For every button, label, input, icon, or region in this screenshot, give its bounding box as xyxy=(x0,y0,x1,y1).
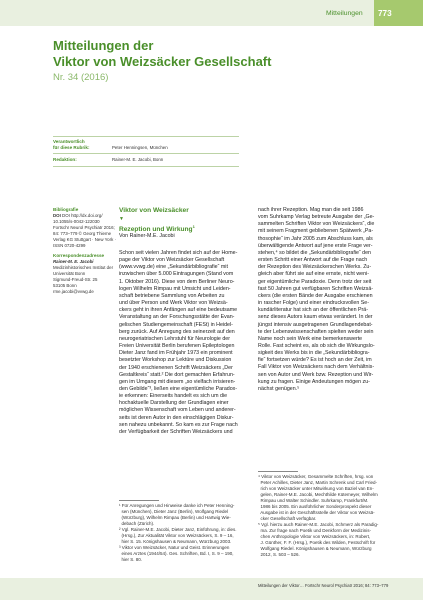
footnote-line: ² Vgl. Rainer-M.E. Jacobi, Dieter Janz, Einführung, in: dies. xyxy=(119,527,237,532)
footnote-line: ⁵ Vgl. hierzu auch Rainer-M.E. Jacobi, Schmerz als Paradig- xyxy=(258,522,379,527)
body-text-line: Fall Viktor von Weizsäckers nach dem Verhältnis- xyxy=(258,364,375,371)
footnote-line: hier S. 80. xyxy=(119,557,143,562)
korrespondenz-email: rme.jacobi@vvwg.de xyxy=(53,289,94,294)
footnote-line: ⁴ Viktor von Weizsäcker, Gesammelte Schriften, hrsg. von xyxy=(258,474,374,479)
body-text-line: Veranstaltung an der Forschungsstätte der Evan- xyxy=(119,314,235,321)
body-text-line: sen von Autor und Werk bzw. Rezeption und Wir- xyxy=(258,371,374,378)
header-section-label: Mitteilungen xyxy=(326,10,363,17)
body-text-line: nächst genügen.⁵ xyxy=(258,385,300,392)
bibliografie-line: 84: 773–779 © Georg Thieme xyxy=(53,231,112,236)
redaktion-value: Rainer-M. E. Jacobi, Bonn xyxy=(112,157,164,162)
body-text-line: hochaktuelle Darstellung der Grundlagen einer xyxy=(119,400,229,407)
body-text-line: kung zu fragen. Einige Andeutungen mögen zu- xyxy=(258,378,370,385)
body-text-line: Schon seit vielen Jahren findet sich auf der Home- xyxy=(119,250,238,256)
meta-top-rule xyxy=(53,136,239,137)
meta-mid-rule xyxy=(53,153,239,154)
body-text-line: ckers (die ersten Bände der Ausgabe erschienen xyxy=(258,292,373,299)
body-text-line: der 1940 erschienenen Schrift Weizsäckers „Der xyxy=(119,364,233,371)
body-text-line: Gestaltkreis“ statt.² Die dort gemachten Erfahrun- xyxy=(119,371,235,378)
bibliografie-line: ISSN 0720-4299 xyxy=(53,243,86,248)
body-text-line: Dieter Janz fand im Frühjahr 1973 ein prominent xyxy=(119,350,233,357)
body-text-line: 1. Oktober 2016). Diese von dem Berliner Neuro- xyxy=(119,278,235,285)
body-text-line: stehen,⁴ so bildet die „Sekundärbibliografie“ den xyxy=(258,249,371,256)
body-text-line: in rascher Folge) und einer eindrucksvollen Se- xyxy=(258,300,369,307)
footnotes-right xyxy=(258,474,390,558)
footer-text: Mitteilungen der Viktor… Fortschr Neurol Psychiatr 2016; 84: 773–779 xyxy=(258,583,389,588)
article-heading-2: Rezeption und Wirkung$^1$ xyxy=(119,224,195,234)
body-text-line: besetzter Workshop zur Lektüre und Diskussion xyxy=(119,357,232,364)
body-text-line: ersten Schritt einer Antwort auf die Frage nach xyxy=(258,257,368,264)
body-text-line: der Verfügbarkeit der Schriften Weizsäckers und xyxy=(119,428,233,435)
body-text-line: jüngst intensiv ausgetragenen Grundlagendebat- xyxy=(258,321,373,328)
body-text-line: gelischen Studiengemeinschaft (FESt) in Heidel- xyxy=(119,321,233,328)
footnote-line: Wolfgang Riedel. Königshausen & Neumann, Würzburg xyxy=(258,546,372,551)
body-text-line: sen nahezu unbekannt. So kam es zur Frage nach xyxy=(119,421,238,428)
footnote-line: hier S. 15. Königshausen & Neumann, Würzburg 2003. xyxy=(119,539,232,544)
body-text-line: berg zurück. Auf Anregung des seinerzeit auf den xyxy=(119,328,235,335)
footnote-line: (Würzburg), Wilhelm Rimpau (Berlin) und Hartwig Wie- xyxy=(119,515,231,520)
footnote-line: ma. Zur frage nach Poetik und Denkform der Medizinis- xyxy=(258,528,372,533)
sidebar xyxy=(53,207,116,295)
body-text-line: gleich aber führt sie auf eine ernste, nicht weni- xyxy=(258,271,370,278)
body-text-line: schaft betriebene Sammlung von Arbeiten zu xyxy=(119,292,225,299)
body-text-line: senz dieses Autors kaum etwas verändert. In der xyxy=(258,314,373,321)
bibliografie-line: DOI DOI http://dx.doi.org/ xyxy=(53,213,103,218)
verantwortlich-label-2: für diese Rubrik: xyxy=(53,145,90,150)
bibliografie-line: Verlag KG Stuttgart · New York · xyxy=(53,237,116,242)
redaktion-label: Redaktion: xyxy=(53,157,77,162)
footnote-line: debach (Zürich). xyxy=(119,521,155,526)
body-text-line: seits ist deren Autor in den einschlägigen Diskur- xyxy=(119,414,234,421)
korrespondenz-heading: Korrespondenzadresse xyxy=(53,253,105,258)
bibliografie-line: 10.1055/s-0042-122030 xyxy=(53,219,100,224)
body-column-2 xyxy=(258,207,388,393)
body-text-line: nach ihrer Rezeption. Mag man die seit 1986 xyxy=(258,207,364,213)
footnote-line: Ausgabe ist in der Geschäftsstelle der Viktor von Weizsä- xyxy=(258,510,375,515)
body-text-line: vom Suhrkamp Verlag betreute Ausgabe der „Ge- xyxy=(258,214,375,221)
body-text-line: (www.vvwg.de) eine „Sekundärbibliografie“ mit xyxy=(119,264,228,271)
footnote-line: chen Anthropologie Viktor von Weizsäckers, in: Robert, xyxy=(258,534,371,539)
footnote-line: 2012, S. 503 – 526. xyxy=(258,552,300,557)
korrespondenz-name: Rainer-M. E. Jacobi xyxy=(53,259,94,264)
body-text-line: logen Wilhelm Rimpau mit Umsicht und Leiden- xyxy=(119,285,231,292)
footnote-line: 1986 bis 2005. Ein ausführlicher Sonderprospekt dieser xyxy=(258,504,372,509)
body-text-line: und über Person und Werk Viktor von Weizsä- xyxy=(119,300,228,307)
korrespondenz-line: Sigmund-Freud-Str. 25 xyxy=(53,277,98,282)
footnote-line: eines Arztes (1944/54). Ges. Schriften, Bd. I, S. 9 – 190, xyxy=(119,551,234,556)
footnote-line: gelen, Rainer-M.E. Jacobi, Mechthilde Kütemeyer, Wilhelm xyxy=(258,492,378,497)
article-author: Von Rainer-M.E. Jacobi xyxy=(119,233,175,239)
footnote-rule-right xyxy=(258,471,298,472)
body-text-line: ie erkennen: Einerseits handelt es sich um die xyxy=(119,393,228,400)
footnote-line: Rimpau und Walter Schindler. Suhrkamp, Frankfurt/M. xyxy=(258,498,369,503)
bibliografie-line: Fortschr Neurol Psychiatr 2016; xyxy=(53,225,115,230)
body-text-line: inzwischen über 5.000 Eintragungen (Stand vom xyxy=(119,271,234,278)
page-title-line1: Mitteilungen der xyxy=(53,38,154,53)
bibliografie-heading: Bibliografie xyxy=(53,207,79,212)
body-text-line: mit seinem Fragment gebliebenen Spätwerk „Pa- xyxy=(258,228,374,235)
korrespondenz-line: Medizinhistorisches Institut der xyxy=(53,265,114,270)
footnote-line: cker Gesellschaft verfügbar. xyxy=(258,516,317,521)
body-text-line: kundärliteratur hat sich an der öffentlichen Prä- xyxy=(258,307,369,314)
body-column-1 xyxy=(119,250,249,436)
body-text-line: Name noch sein Werk eine bemerkenswerte xyxy=(258,335,363,342)
korrespondenz-line: Universität Bonn xyxy=(53,271,86,276)
verantwortlich-label-1: Verantwortlich xyxy=(53,139,85,144)
footnote-line: ³ Viktor von Weizsäcker, Natur und Geist. Erinnerungen xyxy=(119,545,230,550)
article-heading-1: Viktor von Weizsäcker xyxy=(119,207,189,214)
body-text-line: ckers geht in ihren Anfängen auf eine bedeutsame xyxy=(119,307,238,314)
footer-band xyxy=(0,578,423,600)
footnote-line: (Hrsg.), Zur Aktualität Viktor von Weizsäckers, S. 9 – 16, xyxy=(119,533,234,538)
footnotes-left xyxy=(119,503,251,563)
body-text-line: te der Lebenswissenschaften spielten weder sein xyxy=(258,328,374,335)
footnote-line: J. Günther, F. F. (Hrsg.), Poetik des Wilden, Festschrift für xyxy=(258,540,376,545)
body-text-line: fie“ fortsetzen würde? Es ist hoch an der Zeit, im xyxy=(258,357,372,364)
body-text-line: überwältigende Antwort auf jene erste Frage ver- xyxy=(258,242,373,249)
body-text-line: der Rezeption des Weizsäckerschen Werks. Zu- xyxy=(258,264,372,271)
heading-arrow-icon: ▼ xyxy=(119,216,124,222)
body-text-line: neurogeriatrischen Lehrstuhl für Neurologie der xyxy=(119,335,231,342)
page-title-line2: Viktor von Weizsäcker Gesellschaft xyxy=(53,54,272,69)
body-text-line: Rolle. Fast scheint es, als ob sich die Wirkungslo- xyxy=(258,342,375,349)
body-text-line: sammelten Schriften Viktor von Weizsäckers“, die xyxy=(258,221,375,228)
footnote-line: rich von Weizsäcker unter Mitwirkung von Baziel van En- xyxy=(258,486,374,491)
body-text-line: fast 50 Jahren gut verfügbaren Schriften Weizsä- xyxy=(258,285,374,292)
footnote-line: Peter Achilles, Dieter Janz, Martin Schrenk und Carl Fried- xyxy=(258,480,378,485)
body-text-line: page der Viktor von Weizsäcker Gesellschaft xyxy=(119,257,225,264)
body-text-line: ger eigentümliche Paradoxie. Denn trotz der seit xyxy=(258,278,372,285)
body-text-line: thosophie“ im Jahr 2005 zum Abschluss kam, als xyxy=(258,235,373,242)
footnote-line: sen (München), Dieter Janz (Berlin), Wolfgang Riedel xyxy=(119,509,228,514)
footnote-rule-left xyxy=(119,500,159,501)
meta-bottom-rule xyxy=(53,166,239,167)
verantwortlich-value: Peter Henningsen, München xyxy=(112,145,168,150)
issue-number: Nr. 34 (2016) xyxy=(53,72,109,83)
body-text-line: gen im Umgang mit diesem „so vielfach irrisieren- xyxy=(119,378,236,385)
body-text-line: möglichen Wissenschaft vom Leben und anderer- xyxy=(119,407,236,414)
page-number: 773 xyxy=(378,9,392,18)
body-text-line: sigkeit des Werks bis in die „Sekundärbibliogra- xyxy=(258,350,370,357)
body-text-line: den Gebilde“³, ließen eine eigentümliche Paradox- xyxy=(119,385,238,392)
body-text-line: Freien Universität Berlin berufenen Epileptologen xyxy=(119,343,235,350)
korrespondenz-line: 53105 Bonn xyxy=(53,283,77,288)
footnote-line: ¹ Für Anregungen und Hinweise danke ich Peter Henning- xyxy=(119,503,235,508)
